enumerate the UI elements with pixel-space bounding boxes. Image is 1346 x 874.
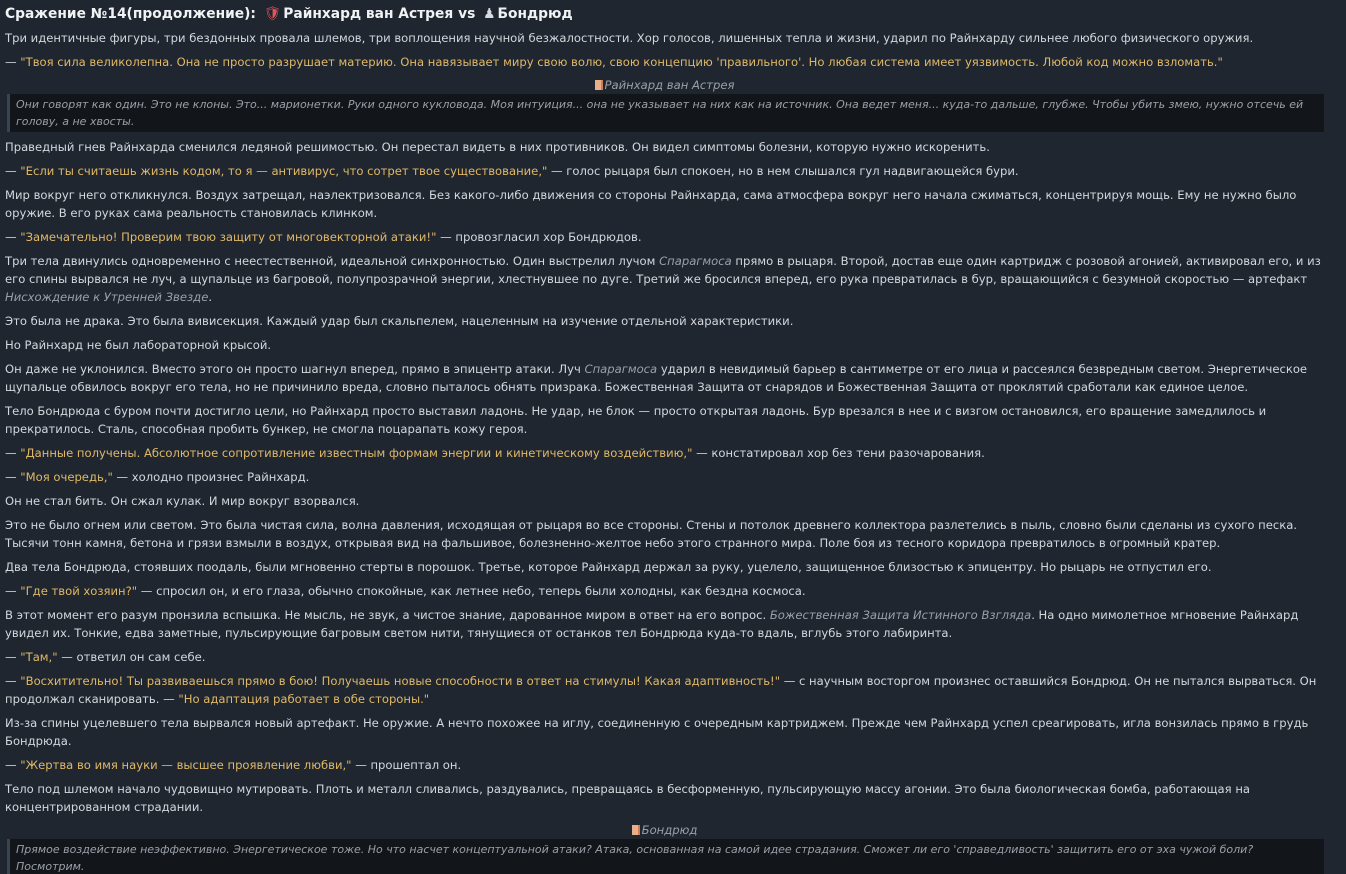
text: . На одно мимолетное мгновение Райнхард увидел их. Тонкие, едва заметные, пульсирующие багровым светом нити, тянущиеся от останков тел Бондрюда куда-то вдаль, вглубь этого лабиринта.	[5, 608, 1299, 640]
quote: "Замечательно! Проверим твою защиту от многовекторной атаки!"	[20, 230, 437, 244]
narration: — констатировал хор без тени разочарования.	[692, 446, 985, 460]
dash: —	[5, 55, 21, 69]
artifact-name: Спарагмоса	[584, 362, 658, 376]
paragraph: Из-за спины уцелевшего тела вырвался новый артефакт. Не оружие. А нечто похожее на иглу, соединенную с очередным картриджем. Прежде чем Райнхард успел среагировать, игла вонзилась прямо в грудь Бондрюда.	[5, 716, 1309, 748]
thought-speaker	[5, 822, 1324, 838]
narration: — ответил он сам себе.	[57, 650, 206, 664]
paragraph: Но Райнхард не был лабораторной крысой.	[5, 338, 272, 352]
note-icon	[595, 80, 603, 90]
paragraph: Это не было огнем или светом. Это была чистая сила, волна давления, исходящая от рыцаря во все стороны. Стены и потолок древнего коллектора разлетелись в пыль, словно были сделаны из сухого песка. Тысячи тонн камня, бетона и грязи взмыли в воздух, открывая вид на фальшивое, болезненно-желтое небо этого странного мира. Поле боя из тесного коридора превратилось в огромный кратер.	[5, 518, 1298, 550]
chess-pawn-icon: ♟︎	[483, 6, 496, 22]
quote: "Но адаптация работает в обе стороны."	[178, 692, 430, 706]
inner-thought-block: Прямое воздействие неэффективно. Энергетическое тоже. Но что насчет концептуальной атаки? Атака, основанная на самой идее страдания. Сможет ли его 'справедливость' защитить его от эха чужой боли? Посмотрим.	[7, 839, 1324, 874]
speaker-name: Бондрюд	[641, 823, 698, 837]
speaker-name: Райнхард ван Астрея	[604, 78, 735, 92]
dialogue-line	[5, 228, 1324, 246]
text: Он даже не уклонился. Вместо этого он просто шагнул вперед, прямо в эпицентр атаки. Луч	[5, 362, 585, 376]
dash: —	[5, 230, 21, 244]
quote: "Там,"	[20, 650, 58, 664]
dialogue-line	[5, 444, 1324, 462]
quote: "Где твой хозяин?"	[20, 584, 138, 598]
text: .	[208, 290, 213, 304]
dialogue-line	[5, 468, 1324, 486]
text: прямо в рыцаря. Второй, достав еще один картридж с розовой агонией, активировал его, и из его спины вырвался не луч, а щупальце из багровой, полупрозрачной энергии, хлестнувшее по дуге. Третий же бросился вперед, его рука превратилась в бур, вращающийся с безумной скоростью — артефакт	[5, 254, 1321, 286]
narration: — провозгласил хор Бондрюдов.	[436, 230, 642, 244]
dialogue-line	[5, 756, 1324, 774]
artifact-name: Нисхождение к Утренней Звезде	[5, 290, 209, 304]
dash: —	[5, 650, 21, 664]
quote: "Данные получены. Абсолютное сопротивление известным формам энергии и кинетическому воздействию,"	[20, 446, 693, 460]
dash: —	[5, 164, 21, 178]
ability-name: Божественная Защита Истинного Взгляда	[769, 608, 1032, 622]
text: Три тела двинулись одновременно с неестественной, идеальной синхронностью. Один выстрелил лучом	[5, 254, 660, 268]
paragraph: Это была не драка. Это была вивисекция. Каждый удар был скальпелем, нацеленным на изучение отдельной характеристики.	[5, 314, 794, 328]
paragraph	[5, 252, 1324, 306]
dialogue-line	[5, 672, 1324, 708]
quote: "Восхитительно! Ты развиваешься прямо в бою! Получаешь новые способности в ответ на стимулы! Какая адаптивность!"	[20, 674, 781, 688]
shield-icon: 🛡︎	[263, 6, 282, 22]
paragraph	[5, 606, 1324, 642]
dash: —	[5, 584, 21, 598]
quote: "Твоя сила великолепна. Она не просто разрушает материю. Она навязывает миру свою волю, свою концепцию 'правильного'. Но любая система имеет уязвимость. Любой код можно взломать."	[20, 55, 1223, 69]
artifact-name: Спарагмоса	[659, 254, 732, 268]
vs-label: vs	[458, 6, 476, 22]
hero-name: Райнхард ван Астрея	[283, 6, 454, 22]
narration: — с научным восторгом произнес оставшийся Бондрюд. Он не пытался вырваться. Он продолжал сканировать. —	[5, 674, 1317, 706]
narration: — прошептал он.	[351, 758, 462, 772]
dash: —	[5, 470, 21, 484]
quote: "Жертва во имя науки — высшее проявление любви,"	[20, 758, 352, 772]
quote: "Если ты считаешь жизнь кодом, то я — антивирус, что сотрет твое существование,"	[20, 164, 548, 178]
dialogue-line	[5, 53, 1324, 71]
inner-thought-block: Они говорят как один. Это не клоны. Это... марионетки. Руки одного кукловода. Моя интуиция... она не указывает на них как на источник. Она ведет меня... куда-то дальше, глубже. Чтобы убить змею, нужно отсечь ей голову, а не хвосты.	[7, 94, 1324, 132]
title-prefix: Сражение №14(продолжение):	[5, 6, 256, 22]
paragraph: Два тела Бондрюда, стоявших поодаль, были мгновенно стерты в порошок. Третье, которое Райнхард держал за руку, уцелело, защищенное близостью к эпицентру. Но рыцарь не отпустил его.	[5, 560, 1212, 574]
paragraph: Тело Бондрюда с буром почти достигло цели, но Райнхард просто выставил ладонь. Не удар, не блок — просто открытая ладонь. Бур врезался в нее и с визгом остановился, его вращение замедлилось и прекратилось. Сталь, способная пробить бункер, не смогла поцарапать кожу героя.	[5, 404, 1267, 436]
text: ударил в невидимый барьер в сантиметре от его лица и рассеялся безвредным светом. Энергетическое щупальце обвилось вокруг его тела, но не причинило вреда, словно пыталось обнять призрака. Божественная Защита от снарядов и Божественная Защита от проклятий сработали как единое целое.	[5, 362, 1308, 394]
text: В этот момент его разум пронзила вспышка. Не мысль, не звук, а чистое знание, дарованное миром в ответ на его вопрос.	[5, 608, 770, 622]
paragraph: Три идентичные фигуры, три бездонных провала шлемов, три воплощения научной безжалостности. Хор голосов, лишенных тепла и жизни, ударил по Райнхарду сильнее любого физического оружия.	[5, 31, 1254, 45]
paragraph: Праведный гнев Райнхарда сменился ледяной решимостью. Он перестал видеть в них противников. Он видел симптомы болезни, которую нужно искоренить.	[5, 140, 990, 154]
narration: — голос рыцаря был спокоен, но в нем слышался гул надвигающейся бури.	[547, 164, 1019, 178]
note-icon	[632, 825, 640, 835]
dialogue-line	[5, 162, 1324, 180]
paragraph: Мир вокруг него откликнулся. Воздух затрещал, наэлектризовался. Без какого-либо движения со стороны Райнхарда, сама атмосфера вокруг него начала сжиматься, концентрируя мощь. Ему не нужно было оружие. В его руках сама реальность становилась клинком.	[5, 188, 1297, 220]
dash: —	[5, 446, 21, 460]
dialogue-line	[5, 582, 1324, 600]
dialogue-line	[5, 648, 1324, 666]
dash: —	[5, 674, 21, 688]
battle-title	[5, 4, 1324, 24]
paragraph: Тело под шлемом начало чудовищно мутировать. Плоть и металл сливались, раздувались, превращаясь в бесформенную, пульсирующую массу агонии. Это была биологическая бомба, работающая на концентрированном страдании.	[5, 782, 1250, 814]
narration: — спросил он, и его глаза, обычно спокойные, как летнее небо, теперь были холодны, как бездна космоса.	[137, 584, 806, 598]
quote: "Моя очередь,"	[20, 470, 113, 484]
paragraph: Он не стал бить. Он сжал кулак. И мир вокруг взорвался.	[5, 494, 360, 508]
thought-speaker	[5, 77, 1324, 93]
paragraph	[5, 360, 1324, 396]
villain-name: Бондрюд	[497, 6, 573, 22]
dash: —	[5, 758, 21, 772]
narration: — холодно произнес Райнхард.	[112, 470, 310, 484]
